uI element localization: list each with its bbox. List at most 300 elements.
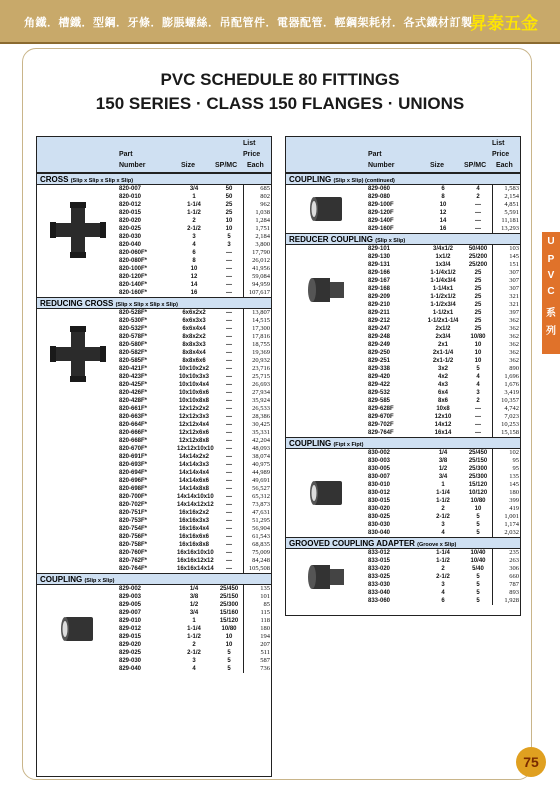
cell-size: 14x14x3x3 bbox=[178, 462, 210, 468]
cell-size: 1-1/4 bbox=[436, 550, 450, 556]
cell-sp: 5 bbox=[476, 522, 480, 528]
cell-price: 180 bbox=[260, 625, 270, 632]
cell-price: 307 bbox=[509, 285, 519, 292]
cell-price: 17,790 bbox=[252, 249, 270, 256]
cell-size: 2-1/2 bbox=[436, 514, 450, 520]
cell-sp: 5 bbox=[227, 234, 231, 240]
cell-sp: — bbox=[475, 422, 481, 428]
cell-sp: 25 bbox=[474, 318, 482, 324]
cell-price: 47,631 bbox=[252, 509, 270, 516]
cell-price: 1,174 bbox=[504, 521, 519, 528]
cell-size: 4 bbox=[441, 590, 445, 596]
cell-size: 16x16x10x10 bbox=[177, 550, 214, 556]
cell-part: 820-698F* bbox=[119, 486, 148, 492]
table-row bbox=[286, 549, 520, 557]
cell-sp: 5 bbox=[476, 366, 480, 372]
table-row bbox=[286, 341, 520, 349]
cell-part: 829-250 bbox=[368, 350, 391, 356]
cell-price: 194 bbox=[260, 633, 270, 640]
table-row bbox=[286, 193, 520, 201]
cell-size: 1-1/4x1/2 bbox=[430, 270, 456, 276]
cell-size: 1-1/2x1/2 bbox=[430, 294, 456, 300]
cell-price: 10,357 bbox=[501, 397, 519, 404]
cell-sp: — bbox=[475, 414, 481, 420]
cell-size: 1-1/4x1 bbox=[432, 286, 454, 292]
header-price: Price bbox=[243, 151, 261, 158]
cell-size: 10x8 bbox=[436, 406, 450, 412]
cell-part: 829-120F bbox=[368, 210, 394, 216]
table-row bbox=[286, 217, 520, 225]
cell-sp: — bbox=[226, 406, 232, 412]
cell-part: 820-762F* bbox=[119, 558, 148, 564]
cell-size: 6x6x3x3 bbox=[182, 318, 206, 324]
cell-part: 829-040 bbox=[119, 666, 142, 672]
right-price-table bbox=[285, 136, 521, 616]
cell-sp: 50 bbox=[225, 194, 233, 200]
cell-size: 1 bbox=[441, 482, 445, 488]
cell-price: 44,989 bbox=[252, 469, 270, 476]
cell-part: 830-015 bbox=[368, 498, 391, 504]
cell-sp: 25 bbox=[474, 278, 482, 284]
cell-price: 2,032 bbox=[504, 529, 519, 536]
cell-sp: — bbox=[226, 390, 232, 396]
cell-sp: 50/400 bbox=[468, 246, 488, 252]
cell-part: 820-753F* bbox=[119, 518, 148, 524]
cell-size: 16x16x2x2 bbox=[178, 510, 210, 516]
cell-size: 8x6 bbox=[437, 398, 448, 404]
cell-price: 1,696 bbox=[504, 373, 519, 380]
cell-part: 833-012 bbox=[368, 550, 391, 556]
cell-part: 833-025 bbox=[368, 574, 391, 580]
cell-part: 820-760F* bbox=[119, 550, 148, 556]
cell-size: 2 bbox=[192, 642, 196, 648]
cell-sp: — bbox=[226, 558, 232, 564]
cell-price: 115 bbox=[260, 609, 270, 616]
cell-sp: — bbox=[226, 542, 232, 548]
cell-size: 10x10x6x6 bbox=[178, 390, 210, 396]
cell-size: 2x1-1/2 bbox=[432, 358, 454, 364]
cell-sp: 10 bbox=[474, 358, 482, 364]
cell-size: 1-1/4x3/4 bbox=[430, 278, 456, 284]
table-row bbox=[286, 489, 520, 497]
cell-price: 3,800 bbox=[255, 241, 270, 248]
cell-part: 820-691F* bbox=[119, 454, 148, 460]
cell-sp: 4 bbox=[476, 382, 480, 388]
cell-sp: — bbox=[226, 282, 232, 288]
cell-sp: — bbox=[226, 526, 232, 532]
cell-part: 830-002 bbox=[368, 450, 391, 456]
table-row bbox=[286, 573, 520, 581]
cell-part: 820-754F* bbox=[119, 526, 148, 532]
cell-sp: 25 bbox=[474, 326, 482, 332]
cell-size: 14x14x12x12 bbox=[177, 502, 214, 508]
table-row bbox=[37, 565, 271, 573]
cell-part: 830-040 bbox=[368, 530, 391, 536]
cell-size: 8x8x4x4 bbox=[182, 350, 206, 356]
section-title: GROOVED COUPLING ADAPTER bbox=[289, 539, 415, 548]
cell-price: 802 bbox=[260, 193, 270, 200]
cell-part: 820-428F* bbox=[119, 398, 148, 404]
cell-part: 820-160F* bbox=[119, 290, 148, 296]
cell-price: 13,293 bbox=[501, 225, 519, 232]
cell-price: 18,755 bbox=[252, 341, 270, 348]
cell-sp: — bbox=[226, 430, 232, 436]
table-row bbox=[37, 185, 271, 193]
cell-sp: 25 bbox=[474, 310, 482, 316]
cell-sp: — bbox=[475, 218, 481, 224]
cell-part: 829-025 bbox=[119, 650, 142, 656]
cell-sp: 5 bbox=[476, 598, 480, 604]
cell-sp: — bbox=[226, 566, 232, 572]
cell-size: 8x8x2x2 bbox=[182, 334, 206, 340]
table-row bbox=[286, 381, 520, 389]
cell-size: 12x12x6x6 bbox=[178, 430, 210, 436]
cell-sp: 4 bbox=[476, 186, 480, 192]
table-row bbox=[286, 245, 520, 253]
cell-size: 4 bbox=[192, 242, 196, 248]
table-row bbox=[286, 185, 520, 193]
table-row bbox=[286, 293, 520, 301]
table-row bbox=[286, 201, 520, 209]
cell-price: 893 bbox=[509, 589, 519, 596]
table-row bbox=[37, 373, 271, 381]
table-row bbox=[286, 465, 520, 473]
table-row bbox=[286, 253, 520, 261]
cell-sp: 10 bbox=[225, 226, 233, 232]
cell-size: 2-1/2 bbox=[187, 650, 201, 656]
side-tab-char: P bbox=[547, 254, 555, 265]
cell-part: 829-764F bbox=[368, 430, 394, 436]
cell-part: 829-080 bbox=[368, 194, 391, 200]
cell-sp: — bbox=[226, 334, 232, 340]
cell-size: 4x3 bbox=[437, 382, 448, 388]
cell-price: 362 bbox=[509, 317, 519, 324]
cell-size: 2x1 bbox=[437, 342, 448, 348]
header-part: Part bbox=[119, 151, 133, 158]
page-subtitle: 150 SERIES · CLASS 150 FLANGES · UNIONS bbox=[95, 94, 465, 113]
cell-part: 829-670F bbox=[368, 414, 394, 420]
header-list: List bbox=[243, 140, 256, 147]
cell-part: 820-010 bbox=[119, 194, 142, 200]
cell-price: 362 bbox=[509, 341, 519, 348]
cell-part: 830-010 bbox=[368, 482, 391, 488]
section-rows bbox=[37, 309, 271, 573]
cell-part: 820-751F* bbox=[119, 510, 148, 516]
cell-price: 17,816 bbox=[252, 333, 270, 340]
table-row bbox=[37, 333, 271, 341]
header-list: List bbox=[492, 140, 505, 147]
section-rows bbox=[286, 549, 520, 605]
cell-part: 829-140F bbox=[368, 218, 394, 224]
cell-price: 685 bbox=[260, 185, 270, 192]
cell-sp: — bbox=[226, 414, 232, 420]
cell-part: 820-528F* bbox=[119, 310, 148, 316]
section-heading bbox=[37, 173, 271, 185]
table-row bbox=[37, 485, 271, 493]
table-row bbox=[286, 209, 520, 217]
table-row bbox=[37, 633, 271, 641]
cell-part: 829-422 bbox=[368, 382, 391, 388]
cell-price: 10,253 bbox=[501, 421, 519, 428]
cell-sp: 25/300 bbox=[468, 466, 488, 472]
table-row bbox=[37, 593, 271, 601]
cell-part: 830-025 bbox=[368, 514, 391, 520]
cell-size: 3/4 bbox=[438, 474, 448, 480]
cell-part: 820-694F* bbox=[119, 470, 148, 476]
cell-part: 820-582F* bbox=[119, 350, 148, 356]
cell-part: 829-585 bbox=[368, 398, 391, 404]
cell-size: 3/4 bbox=[189, 610, 199, 616]
cell-part: 829-005 bbox=[119, 602, 142, 608]
cell-sp: — bbox=[226, 258, 232, 264]
cell-part: 830-005 bbox=[368, 466, 391, 472]
cell-sp: 5 bbox=[476, 590, 480, 596]
cell-part: 820-702F* bbox=[119, 502, 148, 508]
brand-name: 昇泰五金 bbox=[470, 14, 538, 34]
table-row bbox=[37, 469, 271, 477]
cell-price: 56,904 bbox=[252, 525, 270, 532]
cell-price: 95 bbox=[512, 457, 519, 464]
cell-size: 6x6x4x4 bbox=[182, 326, 206, 332]
cell-part: 829-628F bbox=[368, 406, 394, 412]
table-row bbox=[37, 649, 271, 657]
table-row bbox=[37, 397, 271, 405]
cell-price: 11,181 bbox=[501, 217, 519, 224]
cell-sp: 25/200 bbox=[468, 254, 488, 260]
cell-price: 65,312 bbox=[252, 493, 270, 500]
cell-size: 6 bbox=[441, 186, 445, 192]
cell-price: 35,924 bbox=[252, 397, 270, 404]
cell-size: 8x8x3x3 bbox=[182, 342, 206, 348]
cell-sp: — bbox=[226, 318, 232, 324]
cell-sp: — bbox=[226, 486, 232, 492]
cell-sp: 4 bbox=[476, 374, 480, 380]
cell-size: 4 bbox=[441, 530, 445, 536]
table-row bbox=[37, 381, 271, 389]
cell-sp: 25 bbox=[474, 270, 482, 276]
cell-size: 16x16x8x8 bbox=[178, 542, 210, 548]
cell-price: 17,300 bbox=[252, 325, 270, 332]
cell-part: 829-212 bbox=[368, 318, 391, 324]
cell-price: 19,369 bbox=[252, 349, 270, 356]
cell-sp: 25 bbox=[474, 294, 482, 300]
table-row bbox=[37, 225, 271, 233]
cell-part: 829-248 bbox=[368, 334, 391, 340]
cell-price: 787 bbox=[509, 581, 519, 588]
table-row bbox=[37, 209, 271, 217]
cell-part: 829-101 bbox=[368, 246, 391, 252]
cell-part: 829-060 bbox=[368, 186, 391, 192]
cell-part: 829-002 bbox=[119, 586, 142, 592]
cell-price: 306 bbox=[509, 565, 519, 572]
cell-part: 820-530F* bbox=[119, 318, 148, 324]
cell-sp: 10/80 bbox=[221, 626, 237, 632]
cell-part: 829-160F bbox=[368, 226, 394, 232]
cell-price: 736 bbox=[260, 665, 270, 672]
table-row bbox=[37, 309, 271, 317]
cell-price: 307 bbox=[509, 269, 519, 276]
table-row bbox=[286, 309, 520, 317]
cell-price: 263 bbox=[509, 557, 519, 564]
cell-size: 14x12 bbox=[434, 422, 452, 428]
cell-price: 4,851 bbox=[504, 201, 519, 208]
cell-size: 1x3/4 bbox=[435, 262, 451, 268]
section-title: REDUCING CROSS bbox=[40, 299, 114, 308]
cell-price: 73,873 bbox=[252, 501, 270, 508]
table-row bbox=[37, 357, 271, 365]
header-part: Part bbox=[368, 151, 382, 158]
section-subtitle: (Slip x Slip x Slip x Slip) bbox=[70, 178, 134, 184]
section-heading bbox=[37, 297, 271, 309]
table-row bbox=[37, 585, 271, 593]
cell-size: 10x10x3x3 bbox=[178, 374, 210, 380]
section-subtitle: (Slip x Slip x Slip x Slip) bbox=[115, 302, 178, 308]
cell-size: 1-1/4 bbox=[436, 490, 450, 496]
cell-price: 107,617 bbox=[248, 289, 270, 296]
cell-sp: — bbox=[226, 510, 232, 516]
table-row bbox=[37, 389, 271, 397]
cell-part: 820-020 bbox=[119, 218, 142, 224]
cell-price: 48,093 bbox=[252, 445, 270, 452]
cell-sp: — bbox=[226, 446, 232, 452]
cell-price: 2,184 bbox=[255, 233, 270, 240]
cell-part: 820-764F* bbox=[119, 566, 148, 572]
cell-size: 3/8 bbox=[189, 594, 199, 600]
cell-sp: 10/40 bbox=[470, 550, 486, 556]
side-tab-char: V bbox=[547, 270, 555, 281]
cell-size: 2x3/4 bbox=[435, 334, 451, 340]
cell-part: 820-666F* bbox=[119, 430, 148, 436]
cell-part: 830-030 bbox=[368, 522, 391, 528]
section-heading bbox=[37, 573, 271, 585]
cell-sp: — bbox=[475, 406, 481, 412]
table-row bbox=[286, 225, 520, 233]
cell-size: 10x10x8x8 bbox=[178, 398, 210, 404]
cell-size: 6x6x2x2 bbox=[182, 310, 206, 316]
table-row bbox=[286, 473, 520, 481]
cell-part: 830-012 bbox=[368, 490, 391, 496]
table-row bbox=[286, 373, 520, 381]
cell-size: 2 bbox=[441, 566, 445, 572]
section-title: COUPLING bbox=[289, 175, 332, 184]
cell-price: 362 bbox=[509, 357, 519, 364]
cell-price: 26,693 bbox=[252, 381, 270, 388]
cell-sp: 10 bbox=[225, 634, 233, 640]
cell-part: 820-030 bbox=[119, 234, 142, 240]
cell-size: 1 bbox=[192, 618, 196, 624]
cell-part: 820-670F* bbox=[119, 446, 148, 452]
table-row bbox=[37, 641, 271, 649]
section-title: COUPLING bbox=[40, 575, 83, 584]
cell-sp: — bbox=[475, 202, 481, 208]
cell-size: 14x14x8x8 bbox=[178, 486, 210, 492]
cell-price: 26,533 bbox=[252, 405, 270, 412]
table-row bbox=[37, 533, 271, 541]
cell-price: 235 bbox=[509, 549, 519, 556]
cell-price: 42,204 bbox=[252, 437, 270, 444]
table-row bbox=[37, 517, 271, 525]
cell-sp: 25/150 bbox=[219, 594, 239, 600]
table-row bbox=[37, 201, 271, 209]
cell-size: 12 bbox=[190, 274, 198, 280]
table-row bbox=[37, 525, 271, 533]
cell-sp: 25 bbox=[225, 210, 233, 216]
top-banner bbox=[0, 0, 560, 44]
cell-part: 820-425F* bbox=[119, 382, 148, 388]
section-subtitle: (Slip x Slip) (continued) bbox=[333, 178, 395, 184]
cell-part: 820-100F* bbox=[119, 266, 148, 272]
cell-size: 2 bbox=[441, 506, 445, 512]
cell-part: 829-020 bbox=[119, 642, 142, 648]
cell-size: 1-1/2 bbox=[187, 210, 201, 216]
cell-sp: — bbox=[226, 502, 232, 508]
cell-price: 5,591 bbox=[504, 209, 519, 216]
table-row bbox=[37, 193, 271, 201]
cell-part: 820-661F* bbox=[119, 406, 148, 412]
cell-part: 829-010 bbox=[119, 618, 142, 624]
table-row bbox=[286, 277, 520, 285]
header-number: Number bbox=[368, 162, 395, 169]
cell-size: 3 bbox=[192, 234, 196, 240]
cell-size: 1/4 bbox=[189, 586, 199, 592]
section-title: CROSS bbox=[40, 175, 69, 184]
section-title: COUPLING bbox=[289, 439, 332, 448]
cell-sp: 15/160 bbox=[219, 610, 239, 616]
cell-price: 38,074 bbox=[252, 453, 270, 460]
cell-price: 68,835 bbox=[252, 541, 270, 548]
cell-part: 829-131 bbox=[368, 262, 391, 268]
cell-size: 10 bbox=[439, 202, 447, 208]
header-size: Size bbox=[430, 162, 445, 169]
cell-price: 15,158 bbox=[501, 429, 519, 436]
side-tab-char: 列 bbox=[546, 326, 556, 337]
cell-price: 101 bbox=[260, 593, 270, 600]
table-row bbox=[286, 449, 520, 457]
cell-size: 1/2 bbox=[189, 602, 199, 608]
cell-part: 829-007 bbox=[119, 610, 142, 616]
table-row bbox=[37, 249, 271, 257]
table-row bbox=[37, 341, 271, 349]
cell-size: 14 bbox=[190, 282, 198, 288]
cell-price: 397 bbox=[509, 309, 519, 316]
cell-price: 1,038 bbox=[255, 209, 270, 216]
cell-size: 6 bbox=[192, 250, 196, 256]
cell-size: 2x1/2 bbox=[435, 326, 451, 332]
table-row bbox=[37, 429, 271, 437]
cell-price: 362 bbox=[509, 325, 519, 332]
cell-sp: — bbox=[226, 274, 232, 280]
table-row bbox=[37, 317, 271, 325]
cell-sp: — bbox=[475, 210, 481, 216]
cell-size: 1-1/4 bbox=[187, 202, 201, 208]
cell-sp: — bbox=[226, 438, 232, 444]
table-row bbox=[37, 257, 271, 265]
cell-sp: 25/200 bbox=[468, 262, 488, 268]
cell-size: 6x4 bbox=[437, 390, 448, 396]
cell-part: 829-420 bbox=[368, 374, 391, 380]
cell-size: 12x12x2x2 bbox=[178, 406, 210, 412]
table-row bbox=[37, 461, 271, 469]
header-price: Price bbox=[492, 151, 510, 158]
cell-price: 145 bbox=[509, 253, 519, 260]
table-row bbox=[37, 445, 271, 453]
table-body bbox=[37, 173, 271, 673]
header-each: Each bbox=[247, 162, 264, 169]
cell-sp: 10 bbox=[474, 342, 482, 348]
cell-size: 16x16x12x12 bbox=[177, 558, 214, 564]
section-title: REDUCER COUPLING bbox=[289, 235, 374, 244]
cell-sp: 10 bbox=[474, 506, 482, 512]
